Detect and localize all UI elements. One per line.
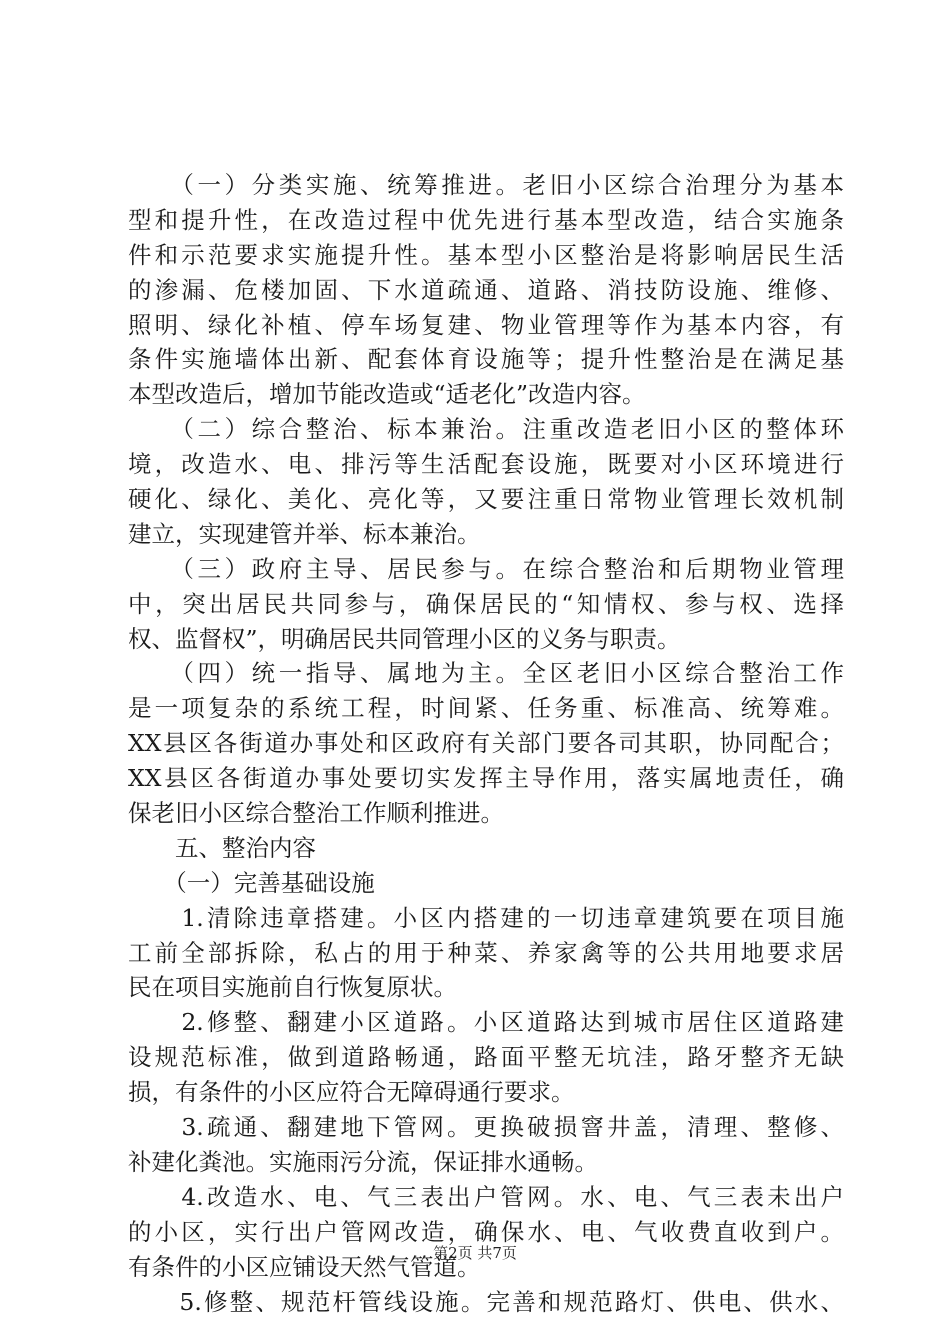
text-line: 2.修整、翻建小区道路。小区道路达到城市居住区道路建: [128, 1008, 844, 1037]
text-line: 有条件的小区应铺设天然气管道。: [128, 1252, 481, 1281]
text-line: 工前全部拆除，私占的用于种菜、养家禽等的公共用地要求居: [128, 938, 844, 967]
text-line: 保老旧小区综合整治工作顺利推进。: [128, 799, 504, 828]
text-line: 条件实施墙体出新、配套体育设施等；提升性整治是在满足基: [128, 345, 844, 374]
text-line: 3.疏通、翻建地下管网。更换破损窨井盖，清理、整修、: [128, 1113, 844, 1142]
text-line: （四）统一指导、属地为主。全区老旧小区综合整治工作: [128, 659, 844, 688]
text-line: （三）政府主导、居民参与。在综合整治和后期物业管理: [128, 554, 844, 583]
text-line: 补建化粪池。实施雨污分流，保证排水通畅。: [128, 1147, 598, 1176]
text-line: 民在项目实施前自行恢复原状。: [128, 973, 457, 1002]
text-line: 中，突出居民共同参与，确保居民的“知情权、参与权、选择: [128, 589, 844, 618]
text-line: （二）综合整治、标本兼治。注重改造老旧小区的整体环: [128, 415, 844, 444]
text-line: （一）完善基础设施: [128, 868, 375, 897]
text-line: 4.改造水、电、气三表出户管网。水、电、气三表未出户: [128, 1182, 844, 1211]
text-line: XX县区各街道办事处和区政府有关部门要各司其职，协同配合；: [128, 729, 844, 758]
text-line: 是一项复杂的系统工程，时间紧、任务重、标准高、统筹难。: [128, 694, 844, 723]
text-line: （一）分类实施、统筹推进。老旧小区综合治理分为基本: [128, 171, 844, 199]
text-line: 照明、绿化补植、停车场复建、物业管理等作为基本内容，有: [128, 310, 844, 339]
body-text: [128, 168, 844, 1319]
text-line: 五、整治内容: [128, 833, 316, 862]
text-line: 建立，实现建管并举、标本兼治。: [128, 519, 481, 548]
text-line: 境，改造水、电、排污等生活配套设施，既要对小区环境进行: [128, 450, 844, 479]
text-line: 5.修整、规范杆管线设施。完善和规范路灯、供电、供水、: [128, 1287, 844, 1316]
text-line: 本型改造后，增加节能改造或“适老化”改造内容。: [128, 380, 646, 409]
text-line: XX县区各街道办事处要切实发挥主导作用，落实属地责任，确: [128, 764, 844, 793]
text-line: 硬化、绿化、美化、亮化等，又要注重日常物业管理长效机制: [128, 485, 844, 514]
page-footer: 第2页 共7页: [433, 1244, 517, 1262]
text-line: 1.清除违章搭建。小区内搭建的一切违章建筑要在项目施: [128, 903, 844, 932]
text-line: 型和提升性，在改造过程中优先进行基本型改造，结合实施条: [128, 205, 844, 234]
text-line: 件和示范要求实施提升性。基本型小区整治是将影响居民生活: [128, 240, 844, 269]
text-line: 权、监督权”，明确居民共同管理小区的义务与职责。: [128, 624, 681, 653]
text-line: 的渗漏、危楼加固、下水道疏通、道路、消技防设施、维修、: [128, 275, 844, 304]
text-line: 的小区，实行出户管网改造，确保水、电、气收费直收到户。: [128, 1217, 844, 1246]
text-line: 设规范标准，做到道路畅通，路面平整无坑洼，路牙整齐无缺: [128, 1043, 844, 1072]
text-line: 损，有条件的小区应符合无障碍通行要求。: [128, 1078, 575, 1107]
